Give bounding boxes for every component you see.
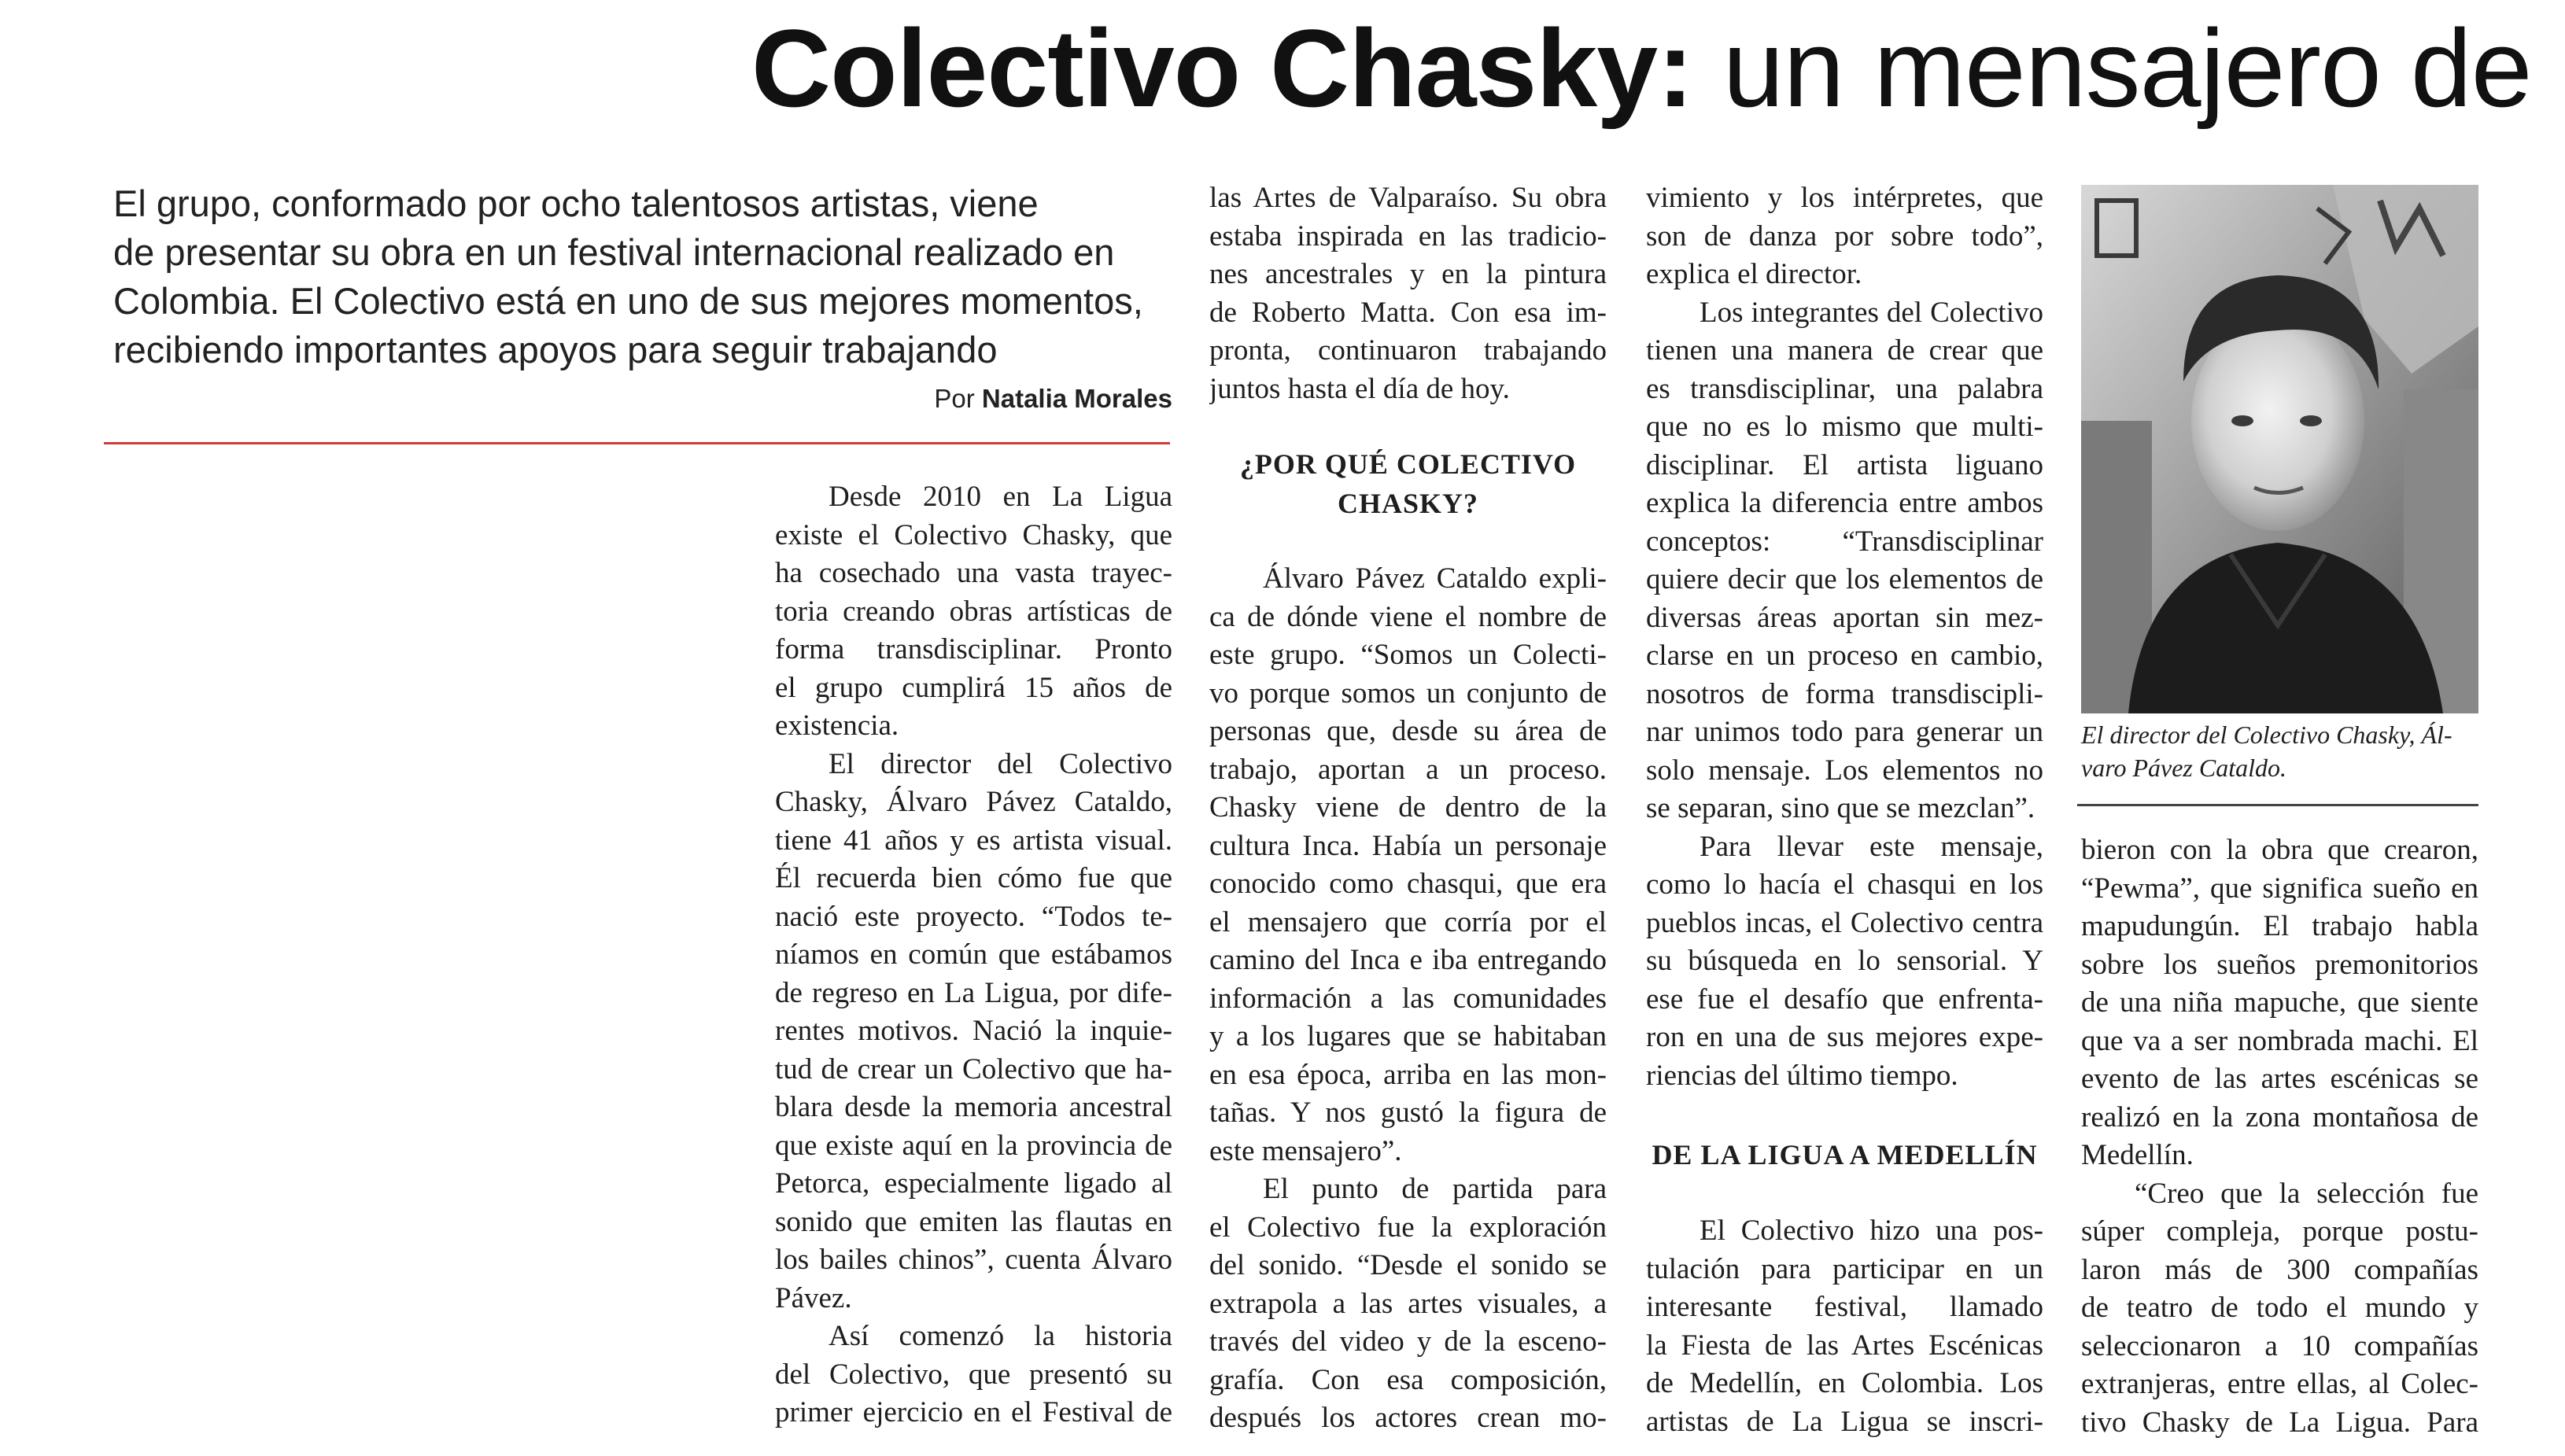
text-line: del Colectivo, que presentó su <box>775 1358 1172 1391</box>
text-line: trabajo, aportan a un proceso. <box>1209 753 1607 786</box>
text-line: son de danza por sobre todo”, <box>1646 219 2043 252</box>
text-line: primer ejercicio en el Festival de <box>775 1396 1172 1428</box>
text-line: es transdisciplinar, una palabra <box>1646 372 2043 405</box>
text-line: de regreso en La Ligua, por dife- <box>775 976 1172 1009</box>
text-line: tienen una manera de crear que <box>1646 334 2043 367</box>
subhead-line: ¿POR QUÉ COLECTIVO <box>1239 448 1577 480</box>
text-line: laron más de 300 compañías <box>2081 1253 2478 1286</box>
text-line: través del video y de la escenо- <box>1209 1325 1607 1358</box>
caption-line: varo Pávez Cataldo. <box>2081 754 2286 782</box>
deck-line: de presentar su obra en un festival internacional realizado en <box>113 231 1115 273</box>
text-line: conceptos: “Transdisciplinar <box>1646 525 2043 558</box>
text-line: este mensajero”. <box>1209 1134 1402 1167</box>
text-line: que no es lo mismo que multi- <box>1646 411 2043 443</box>
headline-rest: un mensajero de <box>1692 6 2532 130</box>
text-line: de Roberto Matta. Con esa im- <box>1209 296 1607 329</box>
text-line: ha cosechado una vasta trayec- <box>775 557 1172 589</box>
text-line: que existe aquí en la provincia de <box>775 1129 1172 1162</box>
deck-line: Colombia. El Colectivo está en uno de sus mejores momentos, <box>113 280 1143 322</box>
headline-bold: Colectivo Chasky: <box>751 6 1693 130</box>
text-line: juntos hasta el día de hoy. <box>1209 372 1510 405</box>
text-line: vo porque somos un conjunto de <box>1209 676 1607 710</box>
text-line: sonido que emiten las flautas en <box>775 1205 1172 1238</box>
text-line: Él recuerda bien cómo fue que <box>775 862 1172 894</box>
text-line: camino del Inca e iba entregando <box>1209 944 1607 976</box>
text-line: forma transdisciplinar. Pronto <box>775 633 1172 665</box>
column-3 <box>1646 179 2043 1095</box>
text-line: que va a ser nombrada machi. El <box>2081 1024 2478 1057</box>
text-line: súper compleja, porque postu- <box>2081 1215 2478 1248</box>
text-line: extranjeras, entre ellas, al Colec- <box>2081 1368 2478 1400</box>
text-line: explica el director. <box>1646 258 1862 290</box>
text-line: Pávez. <box>775 1281 852 1314</box>
text-line: El punto de partida para <box>1263 1173 1607 1205</box>
text-line: existencia. <box>775 710 899 742</box>
text-line: diversas áreas aportan sin mez- <box>1646 601 2043 634</box>
text-line: mapudungún. El trabajo habla <box>2081 910 2478 942</box>
text-line: del sonido. “Desde el sonido se <box>1209 1249 1607 1281</box>
byline-prefix: Por <box>934 384 982 413</box>
text-line: sobre los sueños premonitorios <box>2081 948 2478 981</box>
deck-line: El grupo, conformado por ocho talentosos artistas, viene <box>113 182 1039 224</box>
text-line: níamos en común que estábamos <box>775 938 1172 971</box>
text-line: Así comenzó la historia <box>829 1320 1172 1352</box>
text-line: ese fue el desafío que enfrenta- <box>1646 982 2043 1016</box>
text-line: información a las comunidades <box>1209 982 1607 1015</box>
text-line: el Colectivo fue la exploración <box>1209 1211 1607 1244</box>
text-line: después los actores crean mo- <box>1209 1402 1607 1434</box>
subhead-line: CHASKY? <box>1337 488 1479 519</box>
director-photo <box>2081 185 2478 713</box>
text-line: nosotros de forma transdiscipli- <box>1646 677 2043 710</box>
text-line: El director del Colectivo <box>829 747 1172 780</box>
text-line: riencias del último tiempo. <box>1646 1059 1958 1092</box>
text-line: de teatro de todo el mundo y <box>2081 1292 2478 1324</box>
subhead-la-ligua: DE LA LIGUA A MEDELLÍN <box>1652 1139 2038 1170</box>
text-line: vimiento y los intérpretes, que <box>1646 182 2043 214</box>
text-line: el mensajero que corría por el <box>1209 905 1607 938</box>
text-line: Chasky viene de dentro de la <box>1209 791 1607 824</box>
text-line: en esa época, arriba en las mon- <box>1209 1058 1607 1091</box>
text-line: estaba inspirada en las tradicio- <box>1209 219 1607 252</box>
photo-caption <box>2081 718 2482 784</box>
text-line: de una niña mapuche, que siente <box>2081 986 2478 1019</box>
text-line: Para llevar este mensaje, <box>1700 830 2043 863</box>
text-line: clarse en un proceso en cambio, <box>1646 640 2043 672</box>
text-line: se separan, sino que se mezclan”. <box>1646 792 2035 824</box>
text-line: Petorca, especialmente ligado al <box>775 1167 1172 1200</box>
text-line: pronta, continuaron trabajando <box>1209 334 1607 367</box>
text-line: tivo Chasky de La Ligua. Para <box>2081 1406 2478 1439</box>
caption-line: El director del Colectivo Chasky, Ál- <box>2081 721 2452 749</box>
byline-author: Natalia Morales <box>981 384 1172 413</box>
text-line: la Fiesta de las Artes Escénicas <box>1646 1329 2043 1362</box>
text-line: “Creo que la selección fue <box>2135 1177 2478 1210</box>
byline <box>787 384 1172 414</box>
text-line: Medellín. <box>2081 1139 2194 1171</box>
text-line: Los integrantes del Colectivo <box>1700 296 2043 329</box>
text-line: realizó en la zona montañosa de <box>2081 1100 2478 1133</box>
deck-line: recibiendo importantes apoyos para seguir trabajando <box>113 329 998 370</box>
text-line: existe el Colectivo Chasky, que <box>775 518 1172 551</box>
text-line: pueblos incas, el Colectivo centra <box>1646 906 2043 939</box>
text-line: interesante festival, llamado <box>1646 1291 2043 1323</box>
text-line: el grupo cumplirá 15 años de <box>775 671 1172 704</box>
text-line: seleccionaron a 10 compañías <box>2081 1329 2478 1362</box>
text-line: ron en una de sus mejores expe- <box>1646 1021 2043 1053</box>
text-line: Desde 2010 en La Ligua <box>829 481 1172 513</box>
text-line: blara desde la memoria ancestral <box>775 1091 1172 1123</box>
text-line: artistas de La Ligua se inscri- <box>1646 1405 2043 1438</box>
text-line: quiere decir que los elementos de <box>1646 563 2043 595</box>
column-1 <box>775 478 1172 1432</box>
text-line: tulación para participar en un <box>1646 1252 2043 1285</box>
text-line: este grupo. “Somos un Colecti- <box>1209 639 1607 671</box>
text-line: evento de las artes escénicas se <box>2081 1063 2478 1095</box>
text-line: “Pewma”, que significa sueño en <box>2081 872 2478 905</box>
text-line: ca de dónde viene el nombre de <box>1209 600 1607 633</box>
text-line: su búsqueda en lo sensorial. Y <box>1646 945 2043 977</box>
text-line: Chasky, Álvaro Pávez Cataldo, <box>775 786 1172 818</box>
text-line: nació este proyecto. “Todos te- <box>775 900 1172 933</box>
caption-divider <box>2077 804 2478 806</box>
text-line: como lo hacía el chasqui en los <box>1646 868 2043 901</box>
text-line: de Medellín, en Colombia. Los <box>1646 1367 2043 1399</box>
text-line: tiene 41 años y es artista visual. <box>775 824 1172 857</box>
text-line: conocido como chasqui, que era <box>1209 868 1607 900</box>
text-line: y a los lugares que se habitaban <box>1209 1020 1607 1052</box>
text-line: extrapola a las artes visuales, a <box>1209 1287 1607 1320</box>
text-line: toria creando obras artísticas de <box>775 595 1172 628</box>
text-line: cultura Inca. Había un personaje <box>1209 829 1607 862</box>
column-4 <box>2081 831 2478 1442</box>
text-line: grafía. Con esa composición, <box>1209 1363 1607 1396</box>
subhead-por-que <box>1209 444 1607 523</box>
text-line: tud de crear un Colectivo que ha- <box>775 1052 1172 1086</box>
headline <box>751 6 2553 130</box>
text-line: rentes motivos. Nació la inquie- <box>775 1015 1172 1047</box>
text-line: bieron con la obra que crearon, <box>2081 834 2478 866</box>
column-3-body <box>1646 1212 2043 1441</box>
text-line: disciplinar. El artista liguano <box>1646 448 2043 481</box>
text-line: nar unimos todo para generar un <box>1646 716 2043 748</box>
article-deck <box>113 179 1152 374</box>
column-2-body <box>1209 560 1607 1438</box>
text-line: los bailes chinos”, cuenta Álvaro <box>775 1244 1172 1276</box>
text-line: personas que, desde su área de <box>1209 715 1607 747</box>
text-line: El Colectivo hizo una pos- <box>1700 1215 2043 1247</box>
section-divider <box>104 442 1170 444</box>
text-line: explica la diferencia entre ambos <box>1646 487 2043 519</box>
text-line: solo mensaje. Los elementos no <box>1646 754 2043 787</box>
text-line: tañas. Y nos gustó la figura de <box>1209 1097 1607 1129</box>
text-line: las Artes de Valparaíso. Su obra <box>1209 182 1607 214</box>
text-line: nes ancestrales y en la pintura <box>1209 258 1607 290</box>
text-line: Álvaro Pávez Cataldo expli- <box>1263 562 1607 595</box>
column-2 <box>1209 179 1607 408</box>
